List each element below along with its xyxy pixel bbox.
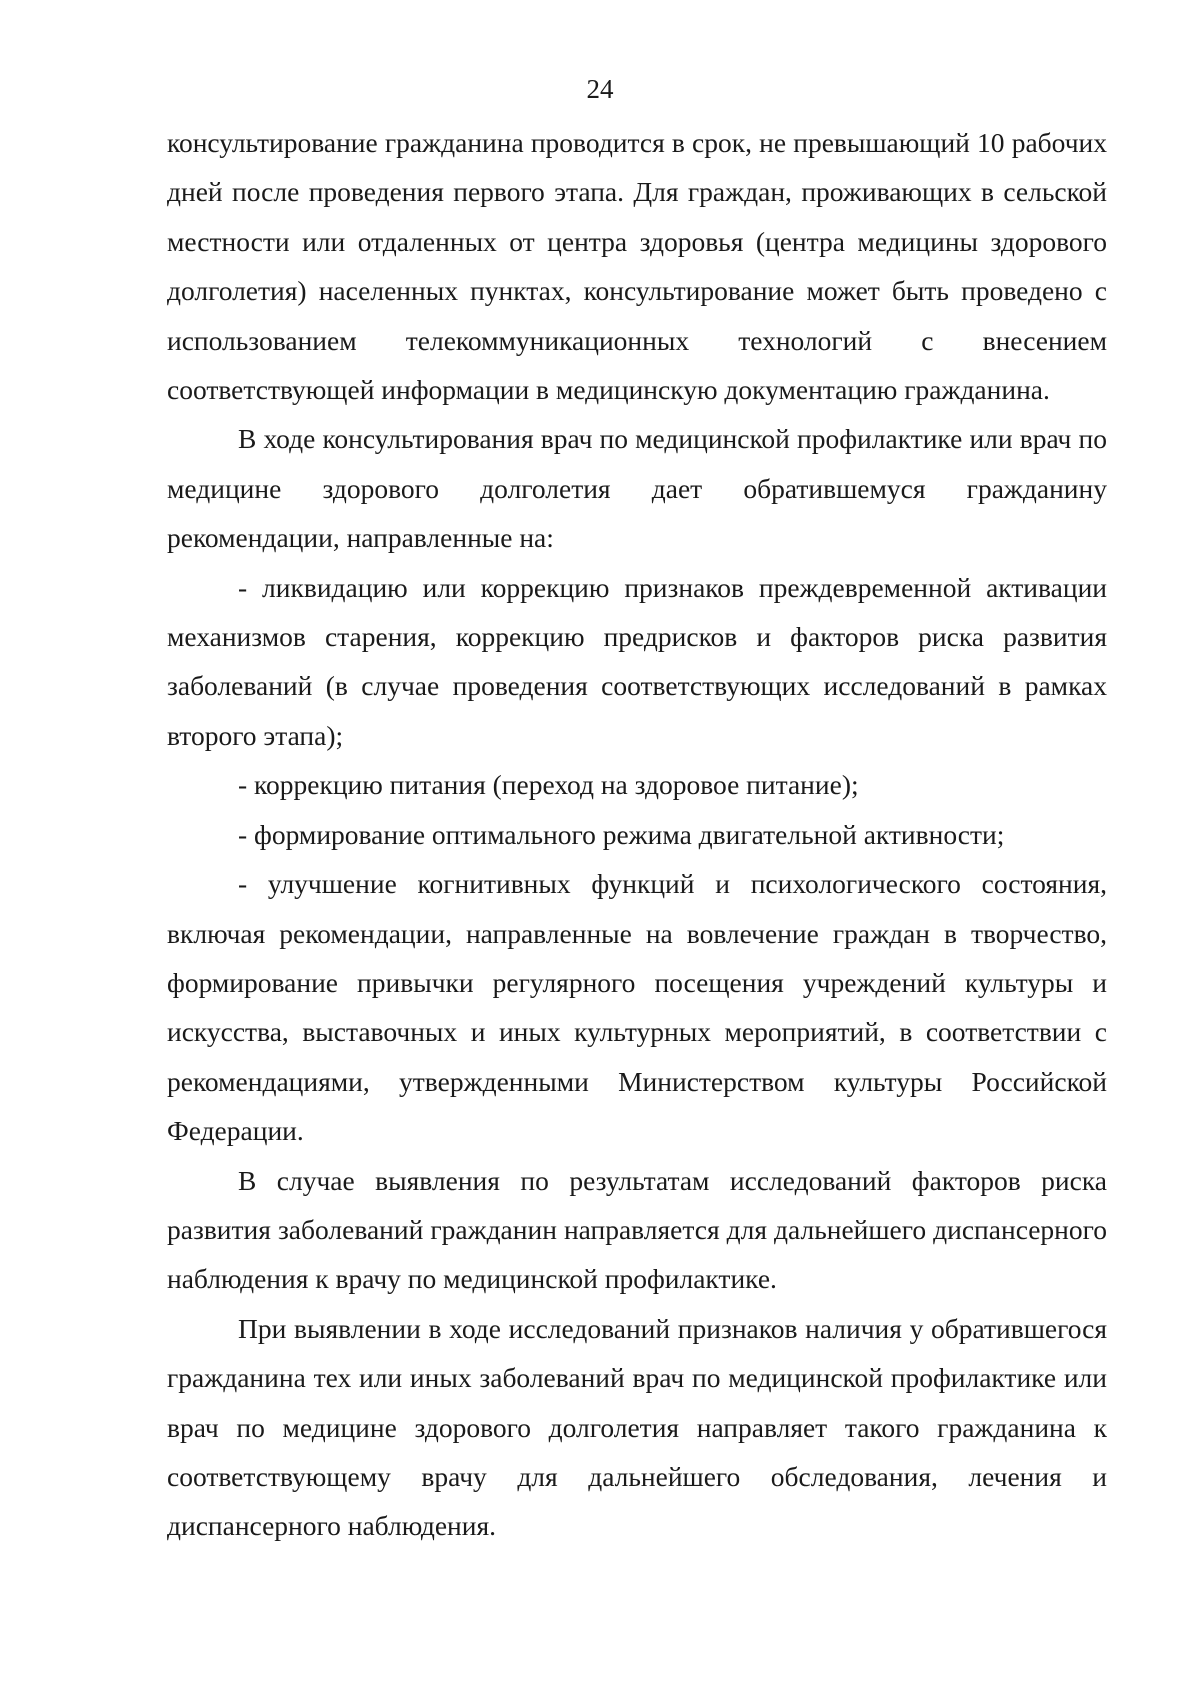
list-item-physical-activity: - формирование оптимального режима двигательной активности;	[238, 818, 1005, 850]
page-number: 24	[586, 74, 614, 104]
list-item-nutrition: - коррекцию питания (переход на здоровое питание);	[238, 769, 859, 801]
paragraph-risk-factors: В случае выявления по результатам исследований факторов риска развития заболеваний гражданин направляется для дальнейшего диспансерного наблюдения к врачу по медицинской профилактике.	[167, 1164, 1107, 1295]
paragraph-consultation: В ходе консультирования врач по медицинской профилактике или врач по медицине здорового долголетия дает обратившемуся гражданину рекомендации, направленные на:	[167, 423, 1107, 554]
list-item-aging-correction: - ликвидацию или коррекцию признаков преждевременной активации механизмов старения, коррекцию предрисков и факторов риска развития заболеваний (в случае проведения соответствующих исследований в рамках второго этапа);	[167, 571, 1107, 751]
paragraph-disease-referral: При выявлении в ходе исследований признаков наличия у обратившегося гражданина тех или иных заболеваний врач по медицинской профилактике или врач по медицине здорового долголетия направляет такого гражданина к соответствующему врачу для дальнейшего обследования, лечения и диспансерного наблюдения.	[167, 1312, 1107, 1542]
document-body	[167, 118, 1107, 1551]
paragraph-continuation: консультирование гражданина проводится в срок, не превышающий 10 рабочих дней после проведения первого этапа. Для граждан, проживающих в сельской местности или отдаленных от центра здоровья (центра медицины здорового долголетия) населенных пунктах, консультирование может быть проведено с использованием телекоммуникационных технологий с внесением соответствующей информации в медицинскую документацию гражданина.	[167, 127, 1107, 406]
list-item-cognitive-functions: - улучшение когнитивных функций и психологического состояния, включая рекомендации, направленные на вовлечение граждан в творчество, формирование привычки регулярного посещения учреждений культуры и искусства, выставочных и иных культурных мероприятий, в соответствии с рекомендациями, утвержденными Министерством культуры Российской Федерации.	[167, 868, 1107, 1147]
